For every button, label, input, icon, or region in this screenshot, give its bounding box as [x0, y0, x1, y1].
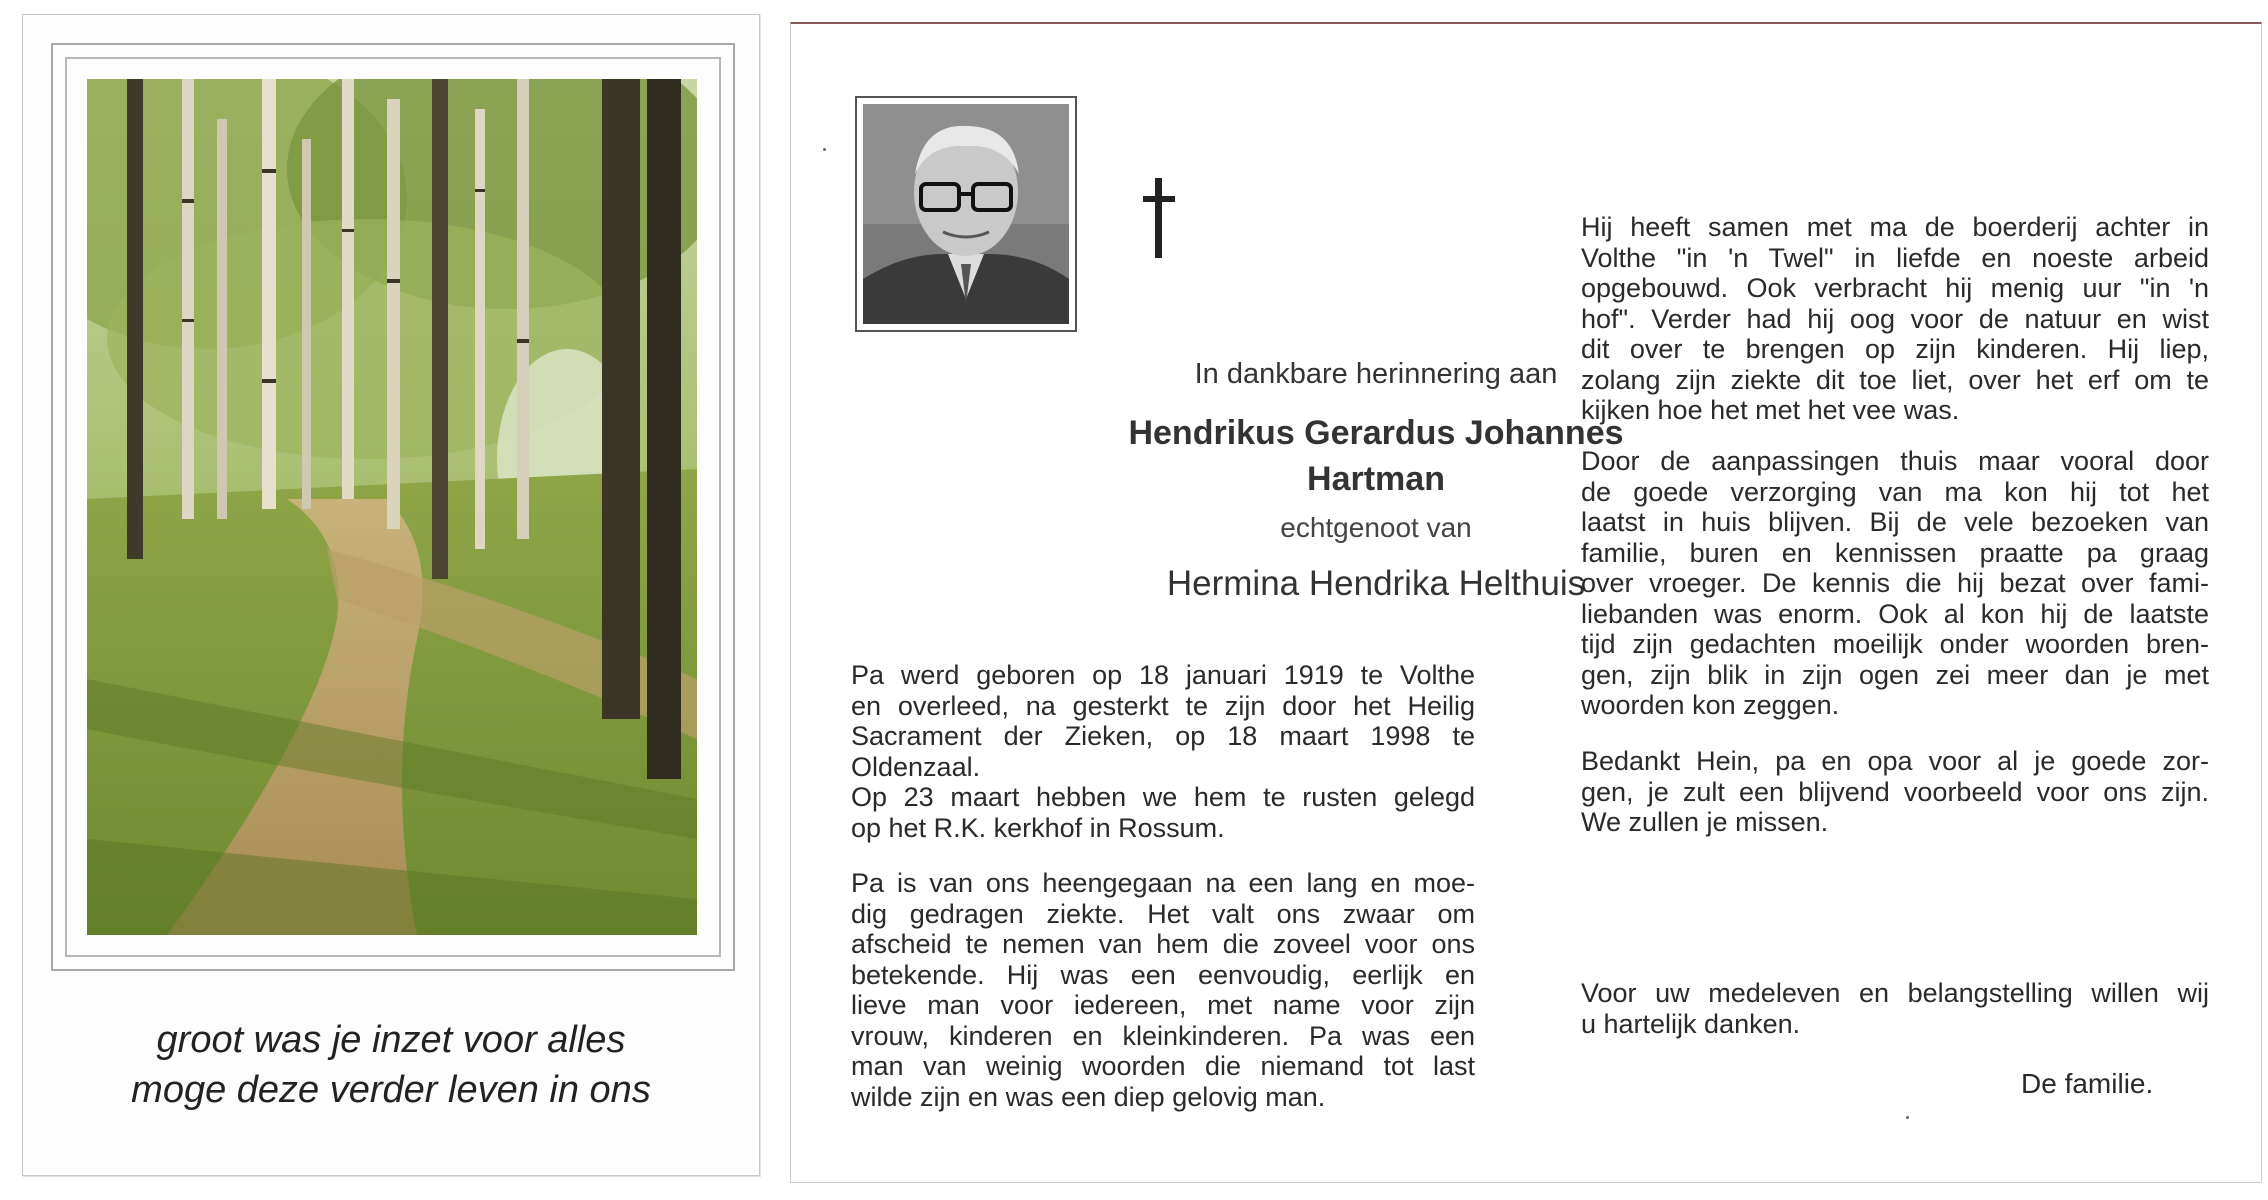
text-line: Hij heeft samen met ma de boerderij achter in	[1581, 212, 2209, 242]
text-line: hof". Verder had hij oog voor de natuur en wist	[1581, 303, 2209, 334]
text-line: gen, zijn blik in zijn ogen zei meer dan je met	[1581, 659, 2209, 690]
biography-paragraph	[851, 660, 1475, 843]
left-card	[22, 14, 760, 1176]
text-line: Bedankt Hein, pa en opa voor al je goede zor-	[1581, 746, 2209, 776]
text-line: lieve man voor iedereen, met name voor zijn	[851, 990, 1475, 1020]
text-line: Pa werd geboren op 18 januari 1919 te Volthe	[851, 660, 1475, 690]
thanks-paragraph	[1581, 746, 2209, 838]
intro-text: In dankbare herinnering aan	[1194, 358, 1558, 390]
text-line: gen, je zult een blijvend voorbeeld voor ons zijn.	[1581, 776, 2209, 807]
text-line: afscheid te nemen van hem die zoveel voor ons	[851, 929, 1475, 959]
text-line: Op 23 maart hebben we hem te rusten gelegd	[851, 782, 1475, 812]
text-line: laatst in huis blijven. Bij de vele bezoeken van	[1581, 507, 2209, 537]
deceased-name-line-1: Hendrikus Gerardus Johannes	[1128, 414, 1624, 452]
text-line: betekende. Hij was een eenvoudig, eerlijk en	[851, 959, 1475, 990]
text-line: Oldenzaal.	[851, 751, 981, 782]
text-line: de goede verzorging van ma kon hij tot het	[1581, 476, 2209, 507]
text-line: Voor uw medeleven en belangstelling willen wij	[1581, 978, 2209, 1008]
text-line: Volthe "in 'n Twel" in liefde en noeste arbeid	[1581, 242, 2209, 273]
paper-speck	[1906, 1116, 1909, 1119]
text-line: u hartelijk danken.	[1581, 1008, 1801, 1039]
text-line: Sacrament der Zieken, op 18 maart 1998 te	[851, 721, 1475, 751]
spouse-name: Hermina Hendrika Helthuis	[1166, 564, 1586, 603]
text-line: woorden kon zeggen.	[1581, 690, 1840, 720]
spouse-label: echtgenoot van	[1280, 512, 1472, 543]
text-line: man van weinig woorden die niemand tot last	[851, 1051, 1475, 1081]
text-line: familie, buren en kennissen praatte pa graag	[1581, 537, 2209, 568]
text-line: over vroeger. De kennis die hij bezat over fami-	[1581, 568, 2209, 598]
text-line: We zullen je missen.	[1581, 807, 1829, 837]
text-line: opgebouwd. Ook verbracht hij menig uur "in 'n	[1581, 273, 2209, 303]
forest-path-photo	[87, 79, 697, 935]
cross-icon	[1141, 178, 1177, 258]
text-line: Pa is van ons heengegaan na een lang en moe-	[851, 868, 1475, 898]
farm-paragraph	[1581, 212, 2209, 426]
text-line: zolang zijn ziekte dit toe liet, over het erf om te	[1581, 364, 2209, 395]
text-line: op het R.K. kerkhof in Rossum.	[851, 812, 1225, 843]
text-line: tijd zijn gedachten moeilijk onder woorden bren-	[1581, 629, 2209, 659]
text-line: dig gedragen ziekte. Het valt ons zwaar om	[851, 898, 1475, 929]
tribute-paragraph	[851, 868, 1475, 1112]
text-line: vrouw, kinderen en kleinkinderen. Pa was een	[851, 1020, 1475, 1051]
deceased-name-line-2: Hartman	[1307, 460, 1445, 498]
text-line: en overleed, na gesterkt te zijn door het Heilig	[851, 690, 1475, 721]
text-line: Door de aanpassingen thuis maar vooral door	[1581, 446, 2209, 476]
text-line: wilde zijn en was een diep gelovig man.	[851, 1081, 1326, 1112]
text-line: dit over te brengen op zijn kinderen. Hij liep,	[1581, 334, 2209, 364]
portrait-photo	[855, 96, 1077, 332]
poem-line-1: groot was je inzet voor alles	[156, 1019, 626, 1061]
poem-line-2: moge deze verder leven in ons	[131, 1069, 651, 1111]
signoff: De familie.	[2021, 1068, 2154, 1099]
text-line: liebanden was enorm. Ook al kon hij de laatste	[1581, 598, 2209, 629]
care-paragraph	[1581, 446, 2209, 721]
closing-paragraph	[1581, 978, 2209, 1039]
paper-speck	[823, 148, 826, 151]
right-card	[790, 22, 2262, 1183]
text-line: kijken hoe het met het vee was.	[1581, 395, 1960, 425]
